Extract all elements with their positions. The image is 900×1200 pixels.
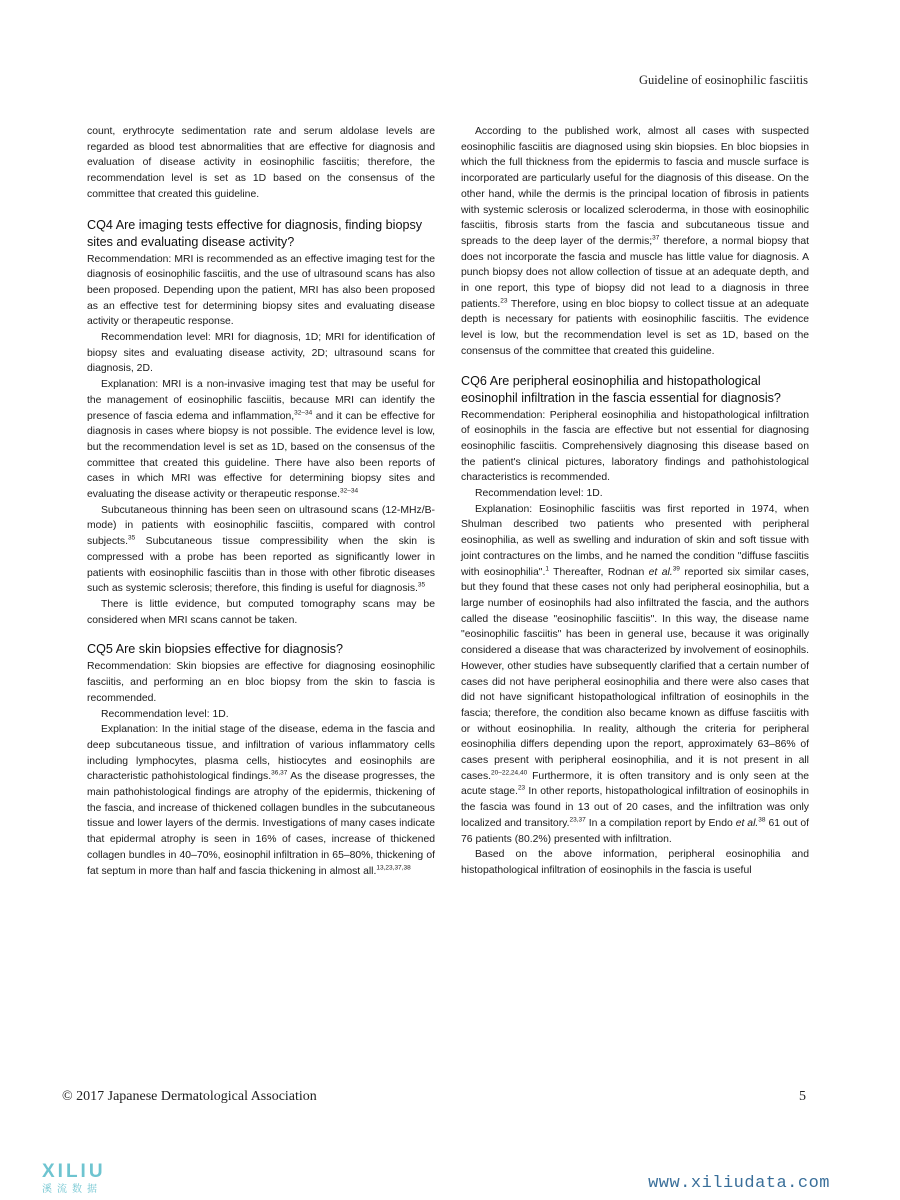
- citation: 38: [758, 816, 766, 824]
- text-run: reported six similar cases, but they found that these cases not only had peripheral eosinophilia, but a large number of eosinophils had also infiltrated the fascia, and the authors called the disease "eosinophilic fasciitis". In this way, the disease name "eosinophilic fasciitis" has been in general use, because it was originally considered a disease that was characterized by involvement of eosinophils. However, other studies have subsequently clarified that a certain number of cases did not have peripheral eosinophilia and there were also cases that did not have significant histopathological infiltration of eosinophils in the fascia; therefore, the condition also became known as diffuse fasciitis with or without eosinophilia. In reality, although the criteria for peripheral eosinophilia differs depending upon the report, approximately 63–86% of cases present with peripheral eosinophilia, and it is not present in all cases.: [461, 566, 809, 782]
- citation: 32–34: [294, 409, 313, 417]
- copyright-footer: © 2017 Japanese Dermatological Association: [62, 1089, 317, 1104]
- citation: 20–22,24,40: [491, 769, 528, 777]
- citation: 32–34: [340, 487, 359, 495]
- section-heading-cq6: CQ6 Are peripheral eosinophilia and histopathological eosinophil infiltration in the fascia essential for diagnosis?: [461, 373, 781, 405]
- recommendation-level: Recommendation level: 1D.: [475, 488, 603, 500]
- citation: 23: [517, 784, 526, 792]
- svg-text:XILIU: XILIU: [42, 1161, 106, 1182]
- text-run: and it can be effective for diagnosis in cases where biopsy is not possible. The evidence level is low, but the recommendation level is set as 1D, based on the consensus of the committee that created this guideline. There have also been reports of cases in which MRI was effective for determining biopsy sites and evaluating the disease activity or therapeutic response.: [87, 410, 435, 501]
- text-run: Furthermore, it is often transitory and is only seen at the acute stage.: [461, 770, 809, 798]
- paragraph: [87, 503, 435, 597]
- text-run: Subcutaneous tissue compressibility when the skin is compressed with a probe has been reported as significantly lower in patients with eosinophilic fasciitis than in those with other fibrotic diseases such as systemic sclerosis; therefore, this finding is useful for diagnosis.: [87, 536, 435, 595]
- watermark-url: www.xiliudata.com: [648, 1174, 830, 1193]
- section-heading-cq4: CQ4 Are imaging tests effective for diagnosis, finding biopsy sites and evaluating disease activity?: [87, 217, 423, 249]
- recommendation: Recommendation: MRI is recommended as an effective imaging test for the diagnosis of eosinophilic fasciitis, and the use of ultrasound scans has also been proposed. Depending upon the patient, MRI has also been proposed as an effective test for determining biopsy sites and evaluating disease activity or therapeutic response.: [87, 253, 435, 328]
- italic-et-al: et al.: [735, 817, 759, 829]
- recommendation-level: Recommendation level: 1D.: [101, 708, 229, 720]
- right-column: [461, 124, 809, 879]
- text-run: Therefore, using en bloc biopsy to collect tissue at an adequate depth is necessary for patients with eosinophilic fasciitis. The evidence level is low, but the recommendation level is set as 1D, based on the consensus of the committee that created this guideline.: [461, 298, 809, 357]
- text-run: According to the published work, almost all cases with suspected eosinophilic fasciitis are diagnosed using skin biopsies. En bloc biopsies in which the full thickness from the epidermis to fascia and muscle surface is incorporated are particularly useful for the diagnosis of this disease. On the other hand, while the dermis is the principal location of fibrosis in patients with systemic sclerosis or localized scleroderma, in those with eosinophilic fasciitis, fibrosis starts from the fascia and subcutaneous tissue and spreads to the deep layer of the dermis;: [461, 126, 809, 247]
- citation: 37: [652, 234, 660, 242]
- text-run: Subcutaneous thinning has been seen on ultrasound scans (12-MHz/B-mode) in patients with eosinophilic fasciitis, compared with control subjects.: [87, 504, 435, 548]
- explanation: [461, 502, 809, 847]
- text-run: Thereafter, Rodnan: [548, 566, 649, 578]
- paragraph: count, erythrocyte sedimentation rate and serum aldolase levels are regarded as blood test abnormalities that are effective for diagnosis and evaluation of disease activity in eosinophilic fasciitis; therefore, the recommendation level is set as 1D based on the consensus of the committee that created this guideline.: [87, 126, 435, 200]
- citation: 23,37: [569, 816, 586, 824]
- citation: 1: [545, 565, 549, 573]
- paragraph: There is little evidence, but computed tomography scans may be considered when MRI scans cannot be taken.: [87, 598, 435, 626]
- paragraph: Based on the above information, peripheral eosinophilia and histopathological infiltration of eosinophils in the fascia is useful: [461, 849, 809, 876]
- citation: 35: [128, 534, 136, 542]
- citation: 13,23,37,38: [376, 864, 411, 872]
- citation: 23: [500, 297, 508, 305]
- text-run: Explanation: MRI is a non-invasive imaging test that may be useful for the management of eosinophilic fasciitis, because MRI can identify the presence of fascia edema and inflammation,: [87, 379, 435, 422]
- explanation: [87, 722, 435, 879]
- section-heading-cq5: CQ5 Are skin biopsies effective for diagnosis?: [87, 642, 343, 657]
- watermark-logo-subtext: 溪流数据: [42, 1184, 102, 1195]
- italic-et-al: et al.: [648, 566, 673, 578]
- citation: 36,37: [271, 769, 288, 777]
- text-run: In a compilation report by Endo: [585, 817, 736, 829]
- left-column: [87, 124, 435, 879]
- citation: 39: [672, 565, 680, 573]
- recommendation: Recommendation: Peripheral eosinophilia and histopathological infiltration of eosinophils in the fascia are effective but not essential for diagnosing eosinophilic fasciitis. Comprehensively diagnosing this disease based on the patient's clinical pictures, laboratory findings and pathohistological characteristics is recommended.: [461, 409, 809, 484]
- paragraph: [461, 124, 809, 360]
- xiliu-logo-icon: [40, 1160, 150, 1182]
- text-run: therefore, a normal biopsy that does not incorporate the fascia and muscle has little value for diagnosis. A punch biopsy does not allow collection of tissue at an adequate depth, and in one report, this type of biopsy did not lead to a diagnosis in three patients.: [461, 235, 809, 310]
- text-run: Explanation: In the initial stage of the disease, edema in the fascia and deep subcutaneous tissue, and infiltration of various inflammatory cells including lymphocytes, plasma cells, histiocytes and eosinophils are characteristic pathohistological findings.: [87, 724, 435, 783]
- text-run: 61 out of 76 patients (80.2%) presented with infiltration.: [461, 817, 809, 845]
- explanation: [87, 377, 435, 503]
- text-run: As the disease progresses, the main pathohistological findings are atrophy of the epidermis, thickening of the fascia, and increase of thickened collagen bundles in the subcutaneous tissue and lower layers of the dermis. Investigations of many cases indicate that epidermal atrophy is seen in 16% of cases, increase of thickened collagen bundles in 40–70%, eosinophil infiltration in 65–80%, thickening of fat septum in more than half and fascia thickening in almost all.: [87, 771, 435, 877]
- recommendation: Recommendation: Skin biopsies are effective for diagnosing eosinophilic fasciitis, and performing an en bloc biopsy from the skin to fascia is recommended.: [87, 661, 435, 704]
- citation: 35: [417, 581, 426, 589]
- text-run: In other reports, histopathological infiltration of eosinophils in the fascia was found in 13 out of 20 cases, and the infiltration was only localized and transitory.: [461, 786, 809, 829]
- text-run: Explanation: Eosinophilic fasciitis was first reported in 1974, when Shulman described two patients who presented with peripheral eosinophilia, as well as swelling and induration of skin and soft tissue with joint contractures on the limbs, and he named the condition "diffuse fasciitis with eosinophilia".: [461, 503, 809, 578]
- running-head: Guideline of eosinophilic fasciitis: [638, 73, 808, 87]
- watermark-logo: [40, 1160, 150, 1194]
- recommendation-level: Recommendation level: MRI for diagnosis, 1D; MRI for identification of biopsy sites and evaluating disease activity, 2D; ultrasound scans for diagnosis, 2D.: [87, 332, 435, 375]
- page-number: 5: [799, 1089, 806, 1104]
